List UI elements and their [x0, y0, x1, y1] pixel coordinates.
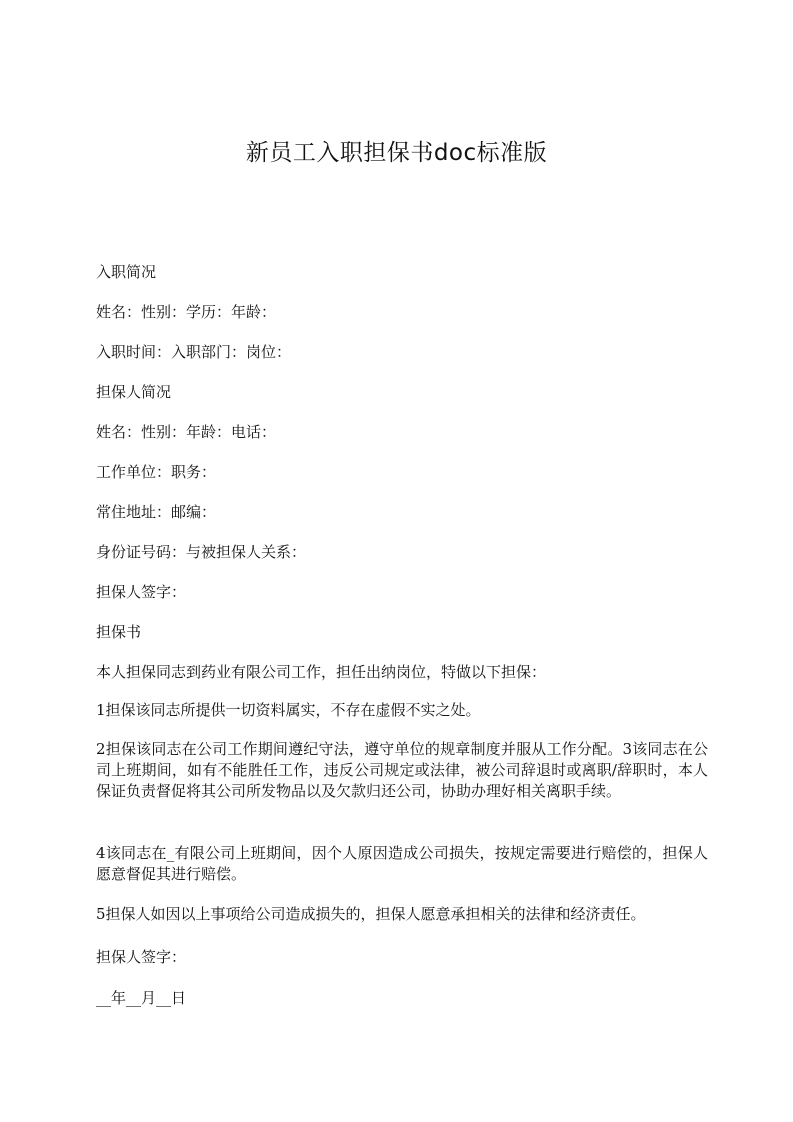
entry-section-heading: 入职简况 [96, 263, 157, 281]
guarantee-heading: 担保书 [96, 623, 142, 641]
guarantor-info-line-3: 常住地址：邮编： [96, 503, 217, 521]
date-line: __年__月__日 [96, 989, 187, 1007]
guarantor-section-heading: 担保人简况 [96, 383, 172, 401]
guarantor-signature-line: 担保人签字： [96, 583, 187, 601]
entry-info-line-1: 姓名：性别：学历：年龄： [96, 303, 277, 321]
guarantor-info-line-2: 工作单位：职务： [96, 463, 217, 481]
guarantee-intro: 本人担保同志到药业有限公司工作，担任出纳岗位，特做以下担保： [96, 663, 547, 681]
guarantee-item-4: 4该同志在_有限公司上班期间，因个人原因造成公司损失，按规定需要进行赔偿的，担保人愿意督促其进行赔偿。 [96, 844, 708, 883]
guarantee-item-5: 5担保人如因以上事项给公司造成损失的，担保人愿意承担相关的法律和经济责任。 [96, 905, 646, 923]
entry-info-line-2: 入职时间：入职部门：岗位： [96, 343, 292, 361]
guarantor-info-line-4: 身份证号码：与被担保人关系： [96, 543, 307, 561]
guarantee-item-2: 2担保该同志在公司工作期间遵纪守法，遵守单位的规章制度并服从工作分配。3该同志在公司上班期间，如有不能胜任工作，违反公司规定或法律，被公司辞退时或离职/辞职时，本人保证负责督促将其公司所发物品以及欠款归还公司，协助办理好相关离职手续。 [96, 740, 708, 800]
guarantor-info-line-1: 姓名：性别：年龄：电话： [96, 423, 277, 441]
guarantee-signature-line: 担保人签字： [96, 948, 187, 966]
guarantee-item-1: 1担保该同志所提供一切资料属实，不存在虚假不实之处。 [96, 701, 481, 719]
document-title: 新员工入职担保书doc标准版 [245, 140, 548, 166]
